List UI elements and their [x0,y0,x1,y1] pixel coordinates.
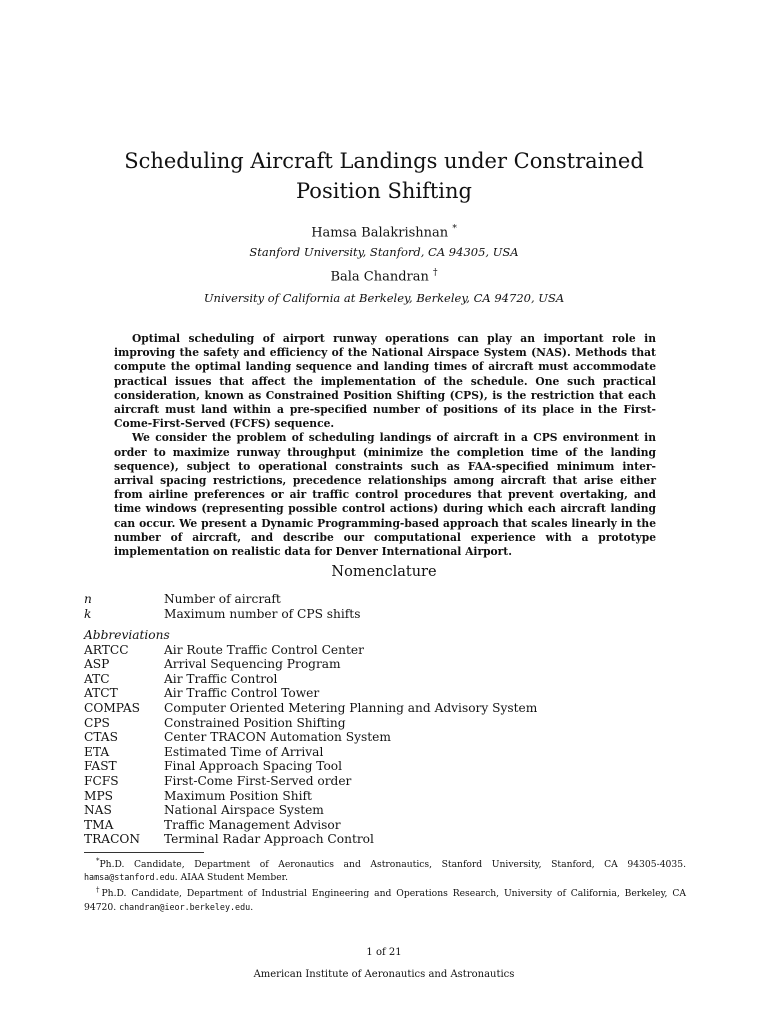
abbreviation-row [84,643,604,658]
abbreviation-rows [84,643,604,847]
symbol-row [84,592,604,607]
abbreviation-description: Constrained Position Shifting [164,715,346,730]
abbreviation-description: Center TRACON Automation System [164,730,391,745]
abbreviation: NAS [84,803,112,818]
footnote-1-text: Ph.D. Candidate, Department of Aeronautics and Astronautics, Stanford University, Stanford, CA 94305-4035. [99,859,686,871]
footnote-2-tail: . [250,901,254,913]
nomenclature-heading: Nomenclature [331,564,437,580]
abbreviation: ATCT [84,686,118,701]
journal-footer: American Institute of Aeronautics and Astronautics [253,969,515,980]
author-2-affiliation: University of California at Berkeley, Berkeley, CA 94720, USA [203,291,565,305]
footnote-1-mark: * [96,857,100,865]
abbreviation-row [84,832,604,847]
abbreviation-row [84,803,604,818]
symbol-list [84,592,604,621]
author-2-name: Bala Chandran [330,269,429,285]
footnote-2-mark: † [96,886,102,895]
footnote-2 [84,884,686,913]
symbol-row [84,607,604,622]
abbreviation: ETA [84,744,110,759]
abbreviation: FAST [84,759,117,774]
symbol-description: Number of aircraft [164,592,281,606]
abbreviation-row [84,686,604,701]
page-number: 1 of 21 [366,947,402,958]
footnote-1 [84,855,686,884]
author-2 [0,268,768,284]
footnote-2-text: Ph.D. Candidate, Department of Industrial Engineering and Operations Research, University of California, Berkeley, CA 94720. [84,888,687,913]
abbreviation: TRACON [84,832,141,847]
footnote-rule [84,852,204,853]
abbreviation-row [84,759,604,774]
title-line-1: Scheduling Aircraft Landings under Constrained [124,149,644,173]
abbreviation-row [84,672,604,687]
abbreviation-description: Final Approach Spacing Tool [164,759,343,774]
abbreviation-description: Maximum Position Shift [164,788,312,803]
footnote-1-email: hamsa@stanford.edu [84,872,175,883]
abbreviation-row [84,774,604,789]
author-2-mark: † [433,268,438,278]
abbreviation: CTAS [84,730,118,745]
symbol: k [84,606,92,621]
abbreviation-row [84,730,604,745]
symbol-description: Maximum number of CPS shifts [164,606,361,621]
abbreviation-description: First-Come First-Served order [164,773,352,788]
abbreviation: COMPAS [84,700,141,715]
footnotes [84,855,686,914]
author-1 [0,224,768,240]
abbreviations-heading: Abbreviations [84,628,170,642]
abbreviation-row [84,716,604,731]
abbreviation-list [84,628,604,847]
footnote-1-tail: . AIAA Student Member. [174,872,288,884]
abbreviation-description: Air Route Traffic Control Center [164,642,364,657]
abbreviation-row [84,818,604,833]
abstract-paragraph-2: We consider the problem of scheduling landings of aircraft in a CPS environment in order to maximize runway throughput (minimize the completion time of the landing sequence), subject to operational constraints such as FAA-specified minimum inter-arrival spacing restrictions, precedence relationships among aircraft that arise either from airline preferences or air traffic control procedures that prevent overtaking, and time windows (representing possible control actions) during which each aircraft landing can occur. We present a Dynamic Programming-based approach that scales linearly in the number of aircraft, and describe our computational experience with a prototype implementation on realistic data for Denver International Airport. [114,431,656,559]
author-1-name: Hamsa Balakrishnan [311,225,449,241]
abbreviation: CPS [84,715,110,730]
title-line-2: Position Shifting [296,179,472,203]
abbreviation-row [84,657,604,672]
abbreviation: ATC [84,671,110,686]
paper-title [100,146,668,206]
abbreviation-description: Traffic Management Advisor [164,817,341,832]
abbreviation-description: Air Traffic Control [164,671,278,686]
abbreviation: MPS [84,788,114,803]
abbreviation-row [84,701,604,716]
abbreviation-description: Air Traffic Control Tower [164,686,320,701]
abbreviation-row [84,745,604,760]
abbreviation-description: Terminal Radar Approach Control [164,832,374,847]
footnote-2-email: chandran@ieor.berkeley.edu [119,901,251,912]
author-1-affiliation: Stanford University, Stanford, CA 94305, USA [249,245,519,259]
abbreviation-description: Estimated Time of Arrival [164,744,324,759]
abbreviation: ASP [84,657,110,672]
abbreviation-row [84,789,604,804]
abbreviation: ARTCC [84,642,129,657]
abbreviation: TMA [84,817,114,832]
abbreviation-description: National Airspace System [164,803,324,818]
abstract [114,332,656,559]
abbreviation-description: Computer Oriented Metering Planning and Advisory System [164,700,538,715]
abbreviation-description: Arrival Sequencing Program [164,657,341,672]
abstract-paragraph-1: Optimal scheduling of airport runway operations can play an important role in improving the safety and efficiency of the National Airspace System (NAS). Methods that compute the optimal landing sequence and landing times of aircraft must accommodate practical issues that affect the implementation of the schedule. One such practical consideration, known as Constrained Position Shifting (CPS), is the restriction that each aircraft must land within a pre-specified number of positions of its place in the First-Come-First-Served (FCFS) sequence. [114,332,656,431]
author-1-mark: * [452,224,457,234]
abbreviation: FCFS [84,773,119,788]
symbol: n [84,592,92,606]
